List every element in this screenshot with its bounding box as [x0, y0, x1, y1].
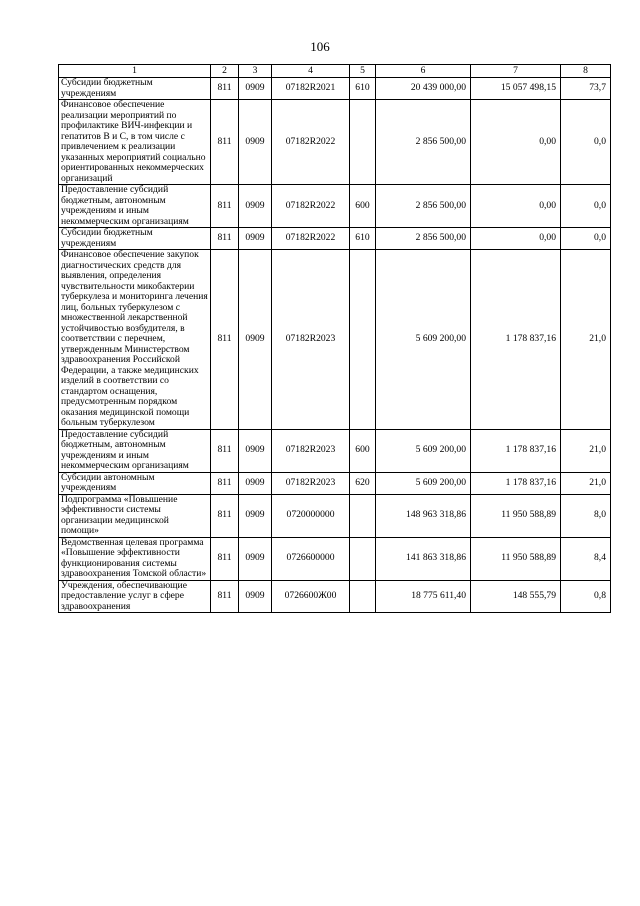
header-cell: 1	[59, 65, 211, 78]
cell-section: 0909	[239, 185, 272, 228]
row-name: Субсидии бюджетным учреждениям	[59, 78, 211, 100]
cell-expense-type	[350, 580, 376, 613]
row-name: Финансовое обеспечение реализации мероприятий по профилактике ВИЧ-инфекции и гепатитов В и С, в том числе с привлечением к реализации указанных мероприятий социально ориентированных некоммерческих организаций	[59, 100, 211, 185]
cell-actual: 1 178 837,16	[471, 250, 561, 430]
cell-ministry: 811	[211, 228, 239, 250]
cell-target-code: 0726600000	[272, 537, 350, 580]
header-cell: 3	[239, 65, 272, 78]
cell-section: 0909	[239, 537, 272, 580]
cell-plan: 2 856 500,00	[376, 185, 471, 228]
cell-percent: 73,7	[561, 78, 611, 100]
table-row	[59, 429, 611, 472]
cell-percent: 8,0	[561, 494, 611, 537]
cell-target-code: 0720000000	[272, 494, 350, 537]
cell-expense-type	[350, 537, 376, 580]
cell-expense-type: 620	[350, 472, 376, 494]
page-number: 106	[310, 39, 330, 54]
header-cell: 5	[350, 65, 376, 78]
cell-plan: 5 609 200,00	[376, 429, 471, 472]
budget-table	[58, 64, 611, 613]
row-name: Ведомственная целевая программа «Повышение эффективности функционирования системы здравоохранения Томской области»	[59, 537, 211, 580]
table-row	[59, 472, 611, 494]
cell-expense-type: 610	[350, 228, 376, 250]
table-row	[59, 185, 611, 228]
row-name: Предоставление субсидий бюджетным, автономным учреждениям и иным некоммерческим организациям	[59, 185, 211, 228]
cell-target-code: 07182R2023	[272, 250, 350, 430]
cell-plan: 2 856 500,00	[376, 100, 471, 185]
cell-actual: 11 950 588,89	[471, 494, 561, 537]
header-cell: 8	[561, 65, 611, 78]
header-row	[59, 65, 611, 78]
cell-plan: 18 775 611,40	[376, 580, 471, 613]
cell-actual: 1 178 837,16	[471, 472, 561, 494]
cell-target-code: 07182R2023	[272, 472, 350, 494]
cell-actual: 0,00	[471, 100, 561, 185]
cell-section: 0909	[239, 472, 272, 494]
cell-target-code: 07182R2022	[272, 228, 350, 250]
cell-percent: 0,0	[561, 185, 611, 228]
cell-actual: 148 555,79	[471, 580, 561, 613]
header-cell: 2	[211, 65, 239, 78]
cell-expense-type	[350, 494, 376, 537]
cell-target-code: 07182R2022	[272, 100, 350, 185]
cell-actual: 15 057 498,15	[471, 78, 561, 100]
cell-expense-type	[350, 100, 376, 185]
table-row	[59, 228, 611, 250]
cell-percent: 21,0	[561, 472, 611, 494]
cell-expense-type	[350, 250, 376, 430]
cell-section: 0909	[239, 100, 272, 185]
cell-percent: 21,0	[561, 250, 611, 430]
cell-ministry: 811	[211, 580, 239, 613]
table-row	[59, 78, 611, 100]
cell-section: 0909	[239, 429, 272, 472]
cell-plan: 141 863 318,86	[376, 537, 471, 580]
cell-ministry: 811	[211, 472, 239, 494]
header-cell: 7	[471, 65, 561, 78]
row-name: Финансовое обеспечение закупок диагностических средств для выявления, определения чувствительности микобактерии туберкулеза и мониторинга лечения лиц, больных туберкулезом с множественной лекарственной устойчивостью возбудителя, в соответствии с перечнем, утвержденным Министерством здравоохранения Российской Федерации, а также медицинских изделий в соответствии со стандартом оснащения, предусмотренным порядком оказания медицинской помощи больным туберкулезом	[59, 250, 211, 430]
cell-section: 0909	[239, 580, 272, 613]
cell-actual: 1 178 837,16	[471, 429, 561, 472]
row-name: Субсидии автономным учреждениям	[59, 472, 211, 494]
cell-actual: 0,00	[471, 228, 561, 250]
cell-section: 0909	[239, 78, 272, 100]
cell-ministry: 811	[211, 494, 239, 537]
row-name: Предоставление субсидий бюджетным, автономным учреждениям и иным некоммерческим организациям	[59, 429, 211, 472]
cell-expense-type: 600	[350, 185, 376, 228]
cell-ministry: 811	[211, 100, 239, 185]
cell-percent: 0,0	[561, 100, 611, 185]
cell-percent: 8,4	[561, 537, 611, 580]
header-cell: 6	[376, 65, 471, 78]
cell-section: 0909	[239, 494, 272, 537]
cell-target-code: 07182R2023	[272, 429, 350, 472]
row-name: Субсидии бюджетным учреждениям	[59, 228, 211, 250]
cell-target-code: 07182R2022	[272, 185, 350, 228]
cell-plan: 2 856 500,00	[376, 228, 471, 250]
cell-expense-type: 610	[350, 78, 376, 100]
cell-actual: 11 950 588,89	[471, 537, 561, 580]
row-name: Учреждения, обеспечивающие предоставление услуг в сфере здравоохранения	[59, 580, 211, 613]
cell-percent: 0,8	[561, 580, 611, 613]
cell-ministry: 811	[211, 185, 239, 228]
cell-plan: 5 609 200,00	[376, 250, 471, 430]
cell-ministry: 811	[211, 429, 239, 472]
cell-expense-type: 600	[350, 429, 376, 472]
cell-plan: 5 609 200,00	[376, 472, 471, 494]
cell-plan: 148 963 318,86	[376, 494, 471, 537]
row-name: Подпрограмма «Повышение эффективности системы организации медицинской помощи»	[59, 494, 211, 537]
cell-ministry: 811	[211, 537, 239, 580]
cell-percent: 21,0	[561, 429, 611, 472]
cell-ministry: 811	[211, 78, 239, 100]
cell-ministry: 811	[211, 250, 239, 430]
table-row	[59, 580, 611, 613]
table-row	[59, 250, 611, 430]
table-row	[59, 494, 611, 537]
header-cell: 4	[272, 65, 350, 78]
cell-percent: 0,0	[561, 228, 611, 250]
cell-section: 0909	[239, 250, 272, 430]
table-row	[59, 537, 611, 580]
cell-actual: 0,00	[471, 185, 561, 228]
cell-target-code: 07182R2021	[272, 78, 350, 100]
table-row	[59, 100, 611, 185]
cell-plan: 20 439 000,00	[376, 78, 471, 100]
cell-target-code: 0726600Ж00	[272, 580, 350, 613]
cell-section: 0909	[239, 228, 272, 250]
